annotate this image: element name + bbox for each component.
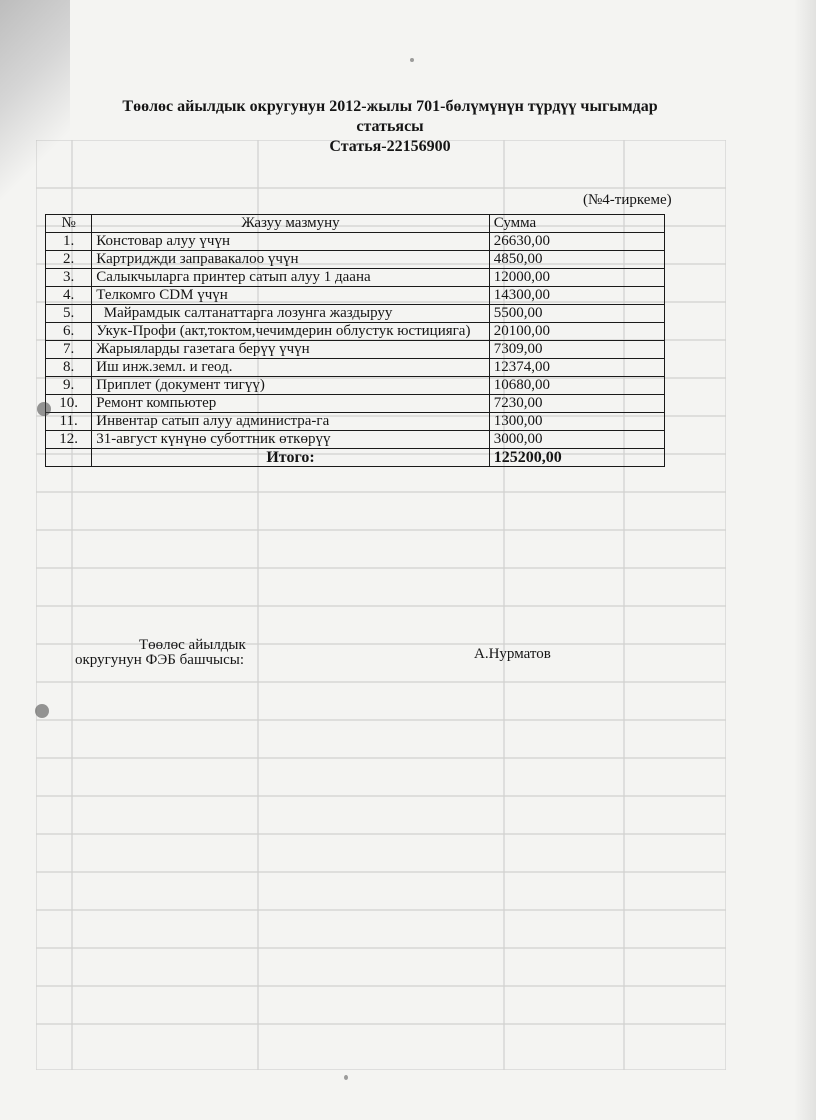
row-sum: 10680,00 — [489, 377, 664, 395]
row-number: 5. — [46, 305, 92, 323]
row-sum: 7230,00 — [489, 395, 664, 413]
row-number: 10. — [46, 395, 92, 413]
header-number: № — [46, 215, 92, 233]
table-row — [46, 395, 665, 413]
row-number: 7. — [46, 341, 92, 359]
row-description: Телкомго CDM үчүн — [92, 287, 489, 305]
table-header-row — [46, 215, 665, 233]
speck-mark — [344, 1075, 348, 1080]
row-sum: 20100,00 — [489, 323, 664, 341]
row-number: 1. — [46, 233, 92, 251]
table-row — [46, 287, 665, 305]
scan-right-edge — [794, 0, 816, 1120]
row-sum: 7309,00 — [489, 341, 664, 359]
row-number: 12. — [46, 431, 92, 449]
row-number: 11. — [46, 413, 92, 431]
punch-hole-mark — [37, 402, 51, 416]
punch-hole-mark — [35, 704, 49, 718]
header-sum: Сумма — [489, 215, 664, 233]
row-number: 9. — [46, 377, 92, 395]
table-row — [46, 359, 665, 377]
row-description: Укук-Профи (акт,токтом,чечимдерин облустук юстицияга) — [92, 323, 489, 341]
row-sum: 12374,00 — [489, 359, 664, 377]
row-description: Иш инж.земл. и геод. — [92, 359, 489, 377]
document-title-line1: Төөлөс айылдык округунун 2012-жылы 701-бөлүмүнүн түрдүү чыгымдар — [122, 98, 658, 115]
expense-table — [45, 214, 665, 467]
total-label: Итого: — [92, 449, 489, 467]
table-row — [46, 251, 665, 269]
row-sum: 12000,00 — [489, 269, 664, 287]
row-description: Картриджди заправакалоо үчүн — [92, 251, 489, 269]
row-number: 4. — [46, 287, 92, 305]
document-article-number: Статья-22156900 — [329, 138, 451, 155]
total-sum: 125200,00 — [489, 449, 664, 467]
table-row — [46, 431, 665, 449]
table-row — [46, 341, 665, 359]
table-row — [46, 323, 665, 341]
table-row — [46, 233, 665, 251]
row-number: 6. — [46, 323, 92, 341]
table-row — [46, 305, 665, 323]
row-description: Констовар алуу үчүн — [92, 233, 489, 251]
row-number: 8. — [46, 359, 92, 377]
row-sum: 5500,00 — [489, 305, 664, 323]
total-row — [46, 449, 665, 467]
signature-title-line2: округунун ФЭБ башчысы: — [75, 652, 245, 668]
row-description: Майрамдык салтанаттарга лозунга жаздыруу — [92, 305, 489, 323]
row-number: 2. — [46, 251, 92, 269]
document-title-line2: статьясы — [356, 118, 424, 135]
row-sum: 3000,00 — [489, 431, 664, 449]
row-description: Инвентар сатып алуу администра-га — [92, 413, 489, 431]
total-number-cell — [46, 449, 92, 467]
appendix-label: (№4-тиркеме) — [583, 192, 672, 208]
row-description: 31-август күнүнө суботтник өткөрүү — [92, 431, 489, 449]
table-row — [46, 269, 665, 287]
row-sum: 4850,00 — [489, 251, 664, 269]
row-description: Приплет (документ тигүү) — [92, 377, 489, 395]
signature-title-line1: Төөлөс айылдык — [139, 637, 246, 653]
row-number: 3. — [46, 269, 92, 287]
row-sum: 26630,00 — [489, 233, 664, 251]
row-sum: 14300,00 — [489, 287, 664, 305]
row-sum: 1300,00 — [489, 413, 664, 431]
speck-mark — [410, 58, 414, 62]
table-row — [46, 377, 665, 395]
row-description: Ремонт компьютер — [92, 395, 489, 413]
header-description: Жазуу мазмуну — [92, 215, 489, 233]
table-row — [46, 413, 665, 431]
row-description: Жарыяларды газетага берүү үчүн — [92, 341, 489, 359]
row-description: Салыкчыларга принтер сатып алуу 1 даана — [92, 269, 489, 287]
signature-name: А.Нурматов — [474, 646, 551, 662]
